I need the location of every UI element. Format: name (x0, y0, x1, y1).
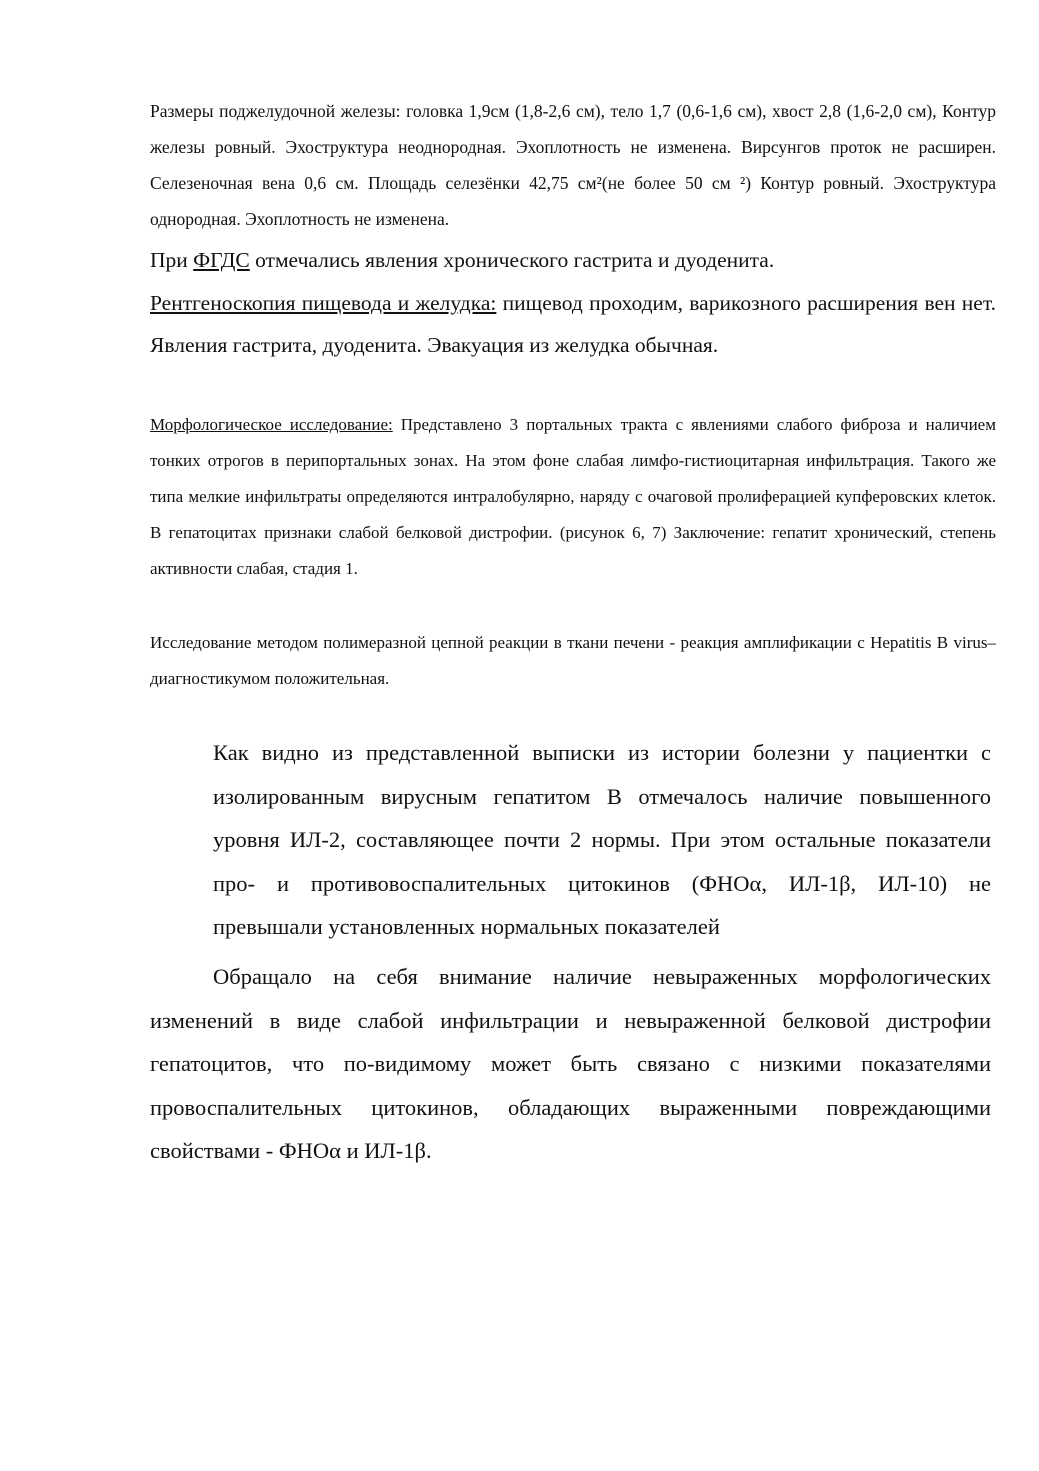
fgds-text: отмечались явления хронического гастрита и дуоденита. (249, 248, 775, 272)
pcr-paragraph: Исследование методом полимеразной цепной реакции в ткани печени - реакция амплификации с Hepatitis B virus–диагностикумом положительная. (150, 633, 996, 688)
xray-heading: Рентгеноскопия пищевода и желудка: (150, 291, 497, 315)
fgds-paragraph (150, 239, 996, 281)
fgds-term: ФГДС (193, 248, 250, 272)
morphology-paragraph (150, 407, 996, 587)
xray-text: пищевод проходим, варикозного расширения вен нет. Явления гастрита, дуоденита. Эвакуация из желудка обычная. (150, 291, 996, 357)
ultrasound-paragraph: Размеры поджелудочной железы: головка 1,9см (1,8-2,6 см), тело 1,7 (0,6-1,6 см), хвост 2,8 (1,6-2,0 см), Контур железы ровный. Эхоструктура неоднородная. Эхоплотность не изменена. Вирсунгов проток не расширен. Селезеночная вена 0,6 см. Площадь селезёнки 42,75 см²(не более 50 см ²) Контур ровный. Эхоструктура однородная. Эхоплотность не изменена. (150, 101, 996, 229)
conclusion-paragraph-2: Обращало на себя внимание наличие невыраженных морфологических изменений в виде слабой инфильтрации и невыраженной белковой дистрофии гепатоцитов, что по-видимому может быть связано с низкими показателями провоспалительных цитокинов, обладающих выраженными повреждающими свойствами - ФНОα и ИЛ-1β. (150, 964, 991, 1163)
fgds-prefix: При (150, 248, 194, 272)
xray-paragraph (150, 282, 996, 366)
conclusion-paragraph-1: Как видно из представленной выписки из истории болезни у пациентки с изолированным вирусным гепатитом В отмечалось наличие повышенного уровня ИЛ-2, составляющее почти 2 нормы. При этом остальные показатели про- и противовоспалительных цитокинов (ФНОα, ИЛ-1β, ИЛ-10) не превышали установленных нормальных показателей (213, 740, 991, 939)
morphology-heading: Морфологическое исследование: (150, 415, 393, 434)
morphology-text: Представлено 3 портальных тракта с явлениями слабого фиброза и наличием тонких отрогов в перипортальных зонах. На этом фоне слабая лимфо-гистиоцитарная инфильтрация. Такого же типа мелкие инфильтраты определяются интралобулярно, наряду с очаговой пролиферацией купферовских клеток. В гепатоцитах признаки слабой белковой дистрофии. (рисунок 6, 7) Заключение: гепатит хронический, степень активности слабая, стадия 1. (150, 415, 996, 578)
